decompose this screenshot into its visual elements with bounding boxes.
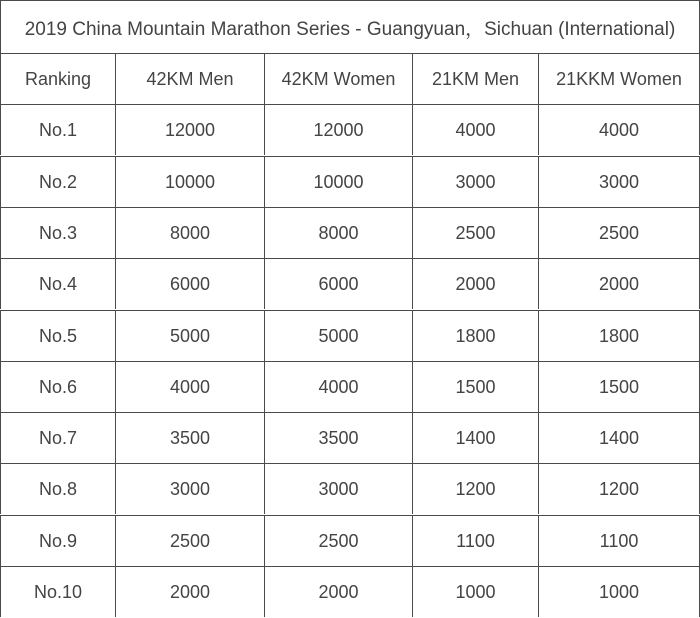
table-row: [0, 156, 700, 207]
table-row: [0, 361, 700, 412]
men-42km-cell: 3000: [115, 463, 264, 514]
women-42km-cell: 12000: [264, 104, 412, 155]
ranking-cell: No.6: [0, 361, 115, 412]
men-42km-cell: 5000: [115, 310, 264, 361]
women-42km-cell: 2500: [264, 515, 412, 566]
table-row: [0, 258, 700, 309]
men-21km-cell: 4000: [412, 104, 538, 155]
ranking-cell: No.3: [0, 207, 115, 258]
ranking-cell: No.4: [0, 258, 115, 309]
women-21km-cell: 2500: [538, 207, 700, 258]
ranking-cell: No.2: [0, 156, 115, 207]
men-42km-cell: 10000: [115, 156, 264, 207]
men-21km-cell: 1200: [412, 463, 538, 514]
ranking-cell: No.1: [0, 104, 115, 155]
women-21km-cell: 1200: [538, 463, 700, 514]
table-row: [0, 566, 700, 617]
header-21km-men: 21KM Men: [412, 53, 538, 104]
men-42km-cell: 12000: [115, 104, 264, 155]
header-42km-men: 42KM Men: [115, 53, 264, 104]
table-row: [0, 207, 700, 258]
ranking-cell: No.10: [0, 566, 115, 617]
women-42km-cell: 4000: [264, 361, 412, 412]
men-42km-cell: 3500: [115, 412, 264, 463]
women-21km-cell: 1000: [538, 566, 700, 617]
table-row: [0, 515, 700, 566]
ranking-cell: No.7: [0, 412, 115, 463]
women-21km-cell: 1100: [538, 515, 700, 566]
women-21km-cell: 2000: [538, 258, 700, 309]
men-42km-cell: 2500: [115, 515, 264, 566]
men-42km-cell: 8000: [115, 207, 264, 258]
women-21km-cell: 1800: [538, 310, 700, 361]
women-42km-cell: 6000: [264, 258, 412, 309]
header-row: [0, 53, 700, 104]
men-21km-cell: 2500: [412, 207, 538, 258]
header-ranking: Ranking: [0, 53, 115, 104]
table-row: [0, 310, 700, 361]
women-21km-cell: 1500: [538, 361, 700, 412]
women-42km-cell: 10000: [264, 156, 412, 207]
header-21km-women: 21KKM Women: [538, 53, 700, 104]
women-21km-cell: 4000: [538, 104, 700, 155]
men-21km-cell: 1000: [412, 566, 538, 617]
men-21km-cell: 1800: [412, 310, 538, 361]
women-21km-cell: 1400: [538, 412, 700, 463]
table-row: [0, 412, 700, 463]
women-42km-cell: 8000: [264, 207, 412, 258]
women-42km-cell: 3000: [264, 463, 412, 514]
women-42km-cell: 5000: [264, 310, 412, 361]
men-21km-cell: 1400: [412, 412, 538, 463]
men-42km-cell: 6000: [115, 258, 264, 309]
men-21km-cell: 1100: [412, 515, 538, 566]
header-42km-women: 42KM Women: [264, 53, 412, 104]
women-42km-cell: 3500: [264, 412, 412, 463]
men-42km-cell: 2000: [115, 566, 264, 617]
ranking-cell: No.9: [0, 515, 115, 566]
men-21km-cell: 2000: [412, 258, 538, 309]
men-21km-cell: 3000: [412, 156, 538, 207]
ranking-cell: No.8: [0, 463, 115, 514]
table-row: [0, 463, 700, 514]
ranking-cell: No.5: [0, 310, 115, 361]
men-21km-cell: 1500: [412, 361, 538, 412]
women-42km-cell: 2000: [264, 566, 412, 617]
women-21km-cell: 3000: [538, 156, 700, 207]
table-title: 2019 China Mountain Marathon Series - Guangyuan，Sichuan (International): [0, 0, 700, 53]
table-row: [0, 104, 700, 155]
men-42km-cell: 4000: [115, 361, 264, 412]
